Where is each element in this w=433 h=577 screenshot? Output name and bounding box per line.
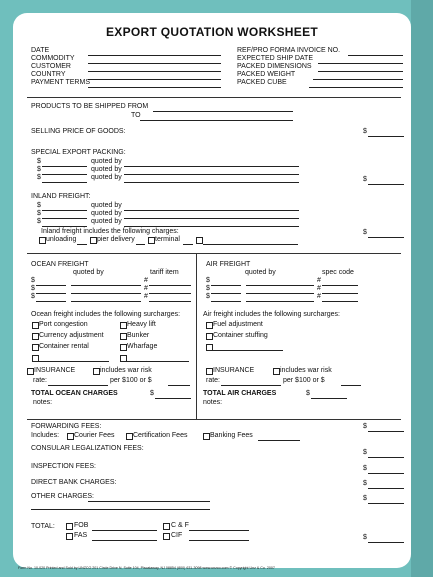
fob-field[interactable] [92,530,157,531]
divider [27,419,401,420]
products-from-field[interactable] [153,111,293,112]
other-air-field[interactable] [213,350,283,351]
ocean-notes-label: notes: [33,399,53,406]
other-charges-label: OTHER CHARGES: [31,493,95,500]
ocean-tariff-field[interactable] [149,285,191,286]
pier-delivery-label: pier delivery [97,236,135,243]
air-quoted-by-field[interactable] [246,293,314,294]
ship-date-field[interactable] [318,63,403,64]
dollar-sign: $ [206,293,210,300]
container-rental-label: Container rental [39,343,89,350]
fas-field[interactable] [92,540,157,541]
courier-fees-label: Courier Fees [74,432,115,439]
packed-cube-field[interactable] [309,87,403,88]
other-ocean-field-2[interactable] [127,361,189,362]
dollar-sign: $ [150,390,154,397]
terminal-line [183,244,193,245]
air-rate-label: rate: [206,377,221,384]
container-stuffing-checkbox[interactable] [206,333,213,340]
country-field[interactable] [88,79,221,80]
air-per-field[interactable] [341,385,361,386]
payment-terms-field[interactable] [88,87,221,88]
total-air-label: TOTAL AIR CHARGES [203,390,277,397]
ocean-tariff-header: tariff item [150,269,179,276]
ocean-war-risk-label: includes war risk [100,367,152,374]
cif-label: CIF [171,532,183,539]
port-congestion-checkbox[interactable] [32,322,39,329]
inland-amount-field[interactable] [42,218,87,219]
ocean-amount-field[interactable] [36,285,66,286]
air-quoted-by-header: quoted by [245,269,276,276]
packing-amount-field[interactable] [42,166,87,167]
other-charges-field-2[interactable] [31,509,210,510]
other-ocean-checkbox-2[interactable] [120,355,127,362]
worksheet-sheet [13,13,411,568]
bunker-checkbox[interactable] [120,333,127,340]
fuel-adjustment-label: Fuel adjustment [213,321,263,328]
air-war-risk-checkbox[interactable] [273,368,280,375]
country-label: COUNTRY [31,71,66,78]
other-ocean-field[interactable] [39,361,109,362]
other-inland-checkbox[interactable] [196,237,203,244]
packing-quoted-by-field[interactable] [124,182,299,183]
hash-sign: # [317,285,321,292]
fob-checkbox[interactable] [66,523,73,530]
inspection-fees-field[interactable] [368,473,404,474]
dollar-sign: $ [363,480,367,487]
unloading-checkbox[interactable] [39,237,46,244]
port-congestion-label: Port congestion [39,321,88,328]
hash-sign: # [144,285,148,292]
banking-fees-line [258,440,300,441]
unloading-line [77,244,87,245]
unloading-label: unloading [46,236,77,243]
direct-bank-charges-label: DIRECT BANK CHARGES: [31,479,117,486]
pier-delivery-checkbox[interactable] [90,237,97,244]
air-surcharges-label: Air freight includes the following surcharges: [203,311,340,318]
customer-field[interactable] [88,71,221,72]
packing-label: SPECIAL EXPORT PACKING: [31,149,126,156]
dollar-sign: $ [363,534,367,541]
air-quoted-by-field[interactable] [246,301,314,302]
packed-weight-label: PACKED WEIGHT [237,71,296,78]
hash-sign: # [144,293,148,300]
dollar-sign: $ [37,202,41,209]
dollar-sign: $ [31,277,35,284]
packed-dimensions-field[interactable] [318,71,403,72]
quoted-by-label: quoted by [91,202,122,209]
air-spec-field[interactable] [322,285,358,286]
products-from-label: PRODUCTS TO BE SHIPPED FROM [31,103,149,110]
ocean-rate-field[interactable] [48,385,108,386]
ocean-tariff-field[interactable] [149,301,191,302]
certification-fees-label: Certification Fees [133,432,188,439]
wharfage-checkbox[interactable] [120,344,127,351]
ocean-tariff-field[interactable] [149,293,191,294]
dollar-sign: $ [37,158,41,165]
total-ocean-label: TOTAL OCEAN CHARGES [31,390,118,397]
hash-sign: # [317,293,321,300]
products-to-field[interactable] [140,120,293,121]
air-insurance-label: INSURANCE [213,367,255,374]
packed-weight-field[interactable] [313,79,403,80]
air-freight-label: AIR FREIGHT [206,261,251,268]
ocean-quoted-by-field[interactable] [71,301,141,302]
certification-fees-checkbox[interactable] [126,433,133,440]
page-title: EXPORT QUOTATION WORKSHEET [105,25,319,39]
bank-charges-field[interactable] [368,488,404,489]
selling-price-label: SELLING PRICE OF GOODS: [31,128,126,135]
air-amount-field[interactable] [211,285,241,286]
bunker-label: Bunker [127,332,150,339]
forwarding-fees-label: FORWARDING FEES: [31,423,102,430]
wharfage-label: Wharfage [127,343,158,350]
quoted-by-label: quoted by [91,174,122,181]
ocean-insurance-checkbox[interactable] [27,368,34,375]
dollar-sign: $ [37,174,41,181]
includes-label: Includes: [31,432,60,439]
commodity-field[interactable] [88,63,221,64]
air-spec-field[interactable] [322,293,358,294]
air-spec-field[interactable] [322,301,358,302]
ship-date-label: EXPECTED SHIP DATE [237,55,313,62]
courier-fees-checkbox[interactable] [67,433,74,440]
cif-checkbox[interactable] [163,533,170,540]
dollar-sign: $ [363,176,367,183]
packed-dimensions-label: PACKED DIMENSIONS [237,63,312,70]
fas-checkbox[interactable] [66,533,73,540]
invoice-no-field[interactable] [348,55,403,56]
other-ocean-checkbox[interactable] [32,355,39,362]
container-stuffing-label: Container stuffing [213,332,268,339]
air-notes-label: notes: [203,399,223,406]
currency-adjustment-checkbox[interactable] [32,333,39,340]
date-field[interactable] [88,55,221,56]
other-inland-field[interactable] [203,244,298,245]
ocean-rate-label: rate: [33,377,48,384]
payment-terms-label: PAYMENT TERMS [31,79,90,86]
packing-amount-field[interactable] [42,182,87,183]
packed-cube-label: PACKED CUBE [237,79,287,86]
other-charges-total-field[interactable] [368,503,404,504]
inland-quoted-by-field[interactable] [124,226,299,227]
heavy-lift-checkbox[interactable] [120,322,127,329]
air-rate-field[interactable] [221,385,281,386]
dollar-sign: $ [37,166,41,173]
inspection-fees-label: INSPECTION FEES: [31,463,96,470]
divider [27,253,401,254]
ocean-per-field[interactable] [168,385,190,386]
terminal-checkbox[interactable] [148,237,155,244]
ocean-quoted-by-field[interactable] [71,293,141,294]
packing-total-field[interactable] [368,184,404,185]
divider [27,97,401,98]
quoted-by-label: quoted by [91,166,122,173]
terminal-label: terminal [155,236,180,243]
total-air-field[interactable] [311,398,347,399]
consular-legalization-label: CONSULAR LEGALIZATION FEES: [31,445,144,452]
packing-quoted-by-field[interactable] [124,174,299,175]
dollar-sign: $ [206,285,210,292]
air-per-label: per $100 or $ [283,377,325,384]
quoted-by-label: quoted by [91,218,122,225]
air-amount-field[interactable] [211,293,241,294]
commodity-label: COMMODITY [31,55,75,62]
consular-fees-field[interactable] [368,457,404,458]
fob-label: FOB [74,522,89,529]
heavy-lift-label: Heavy lift [127,321,156,328]
hash-sign: # [317,277,321,284]
dollar-sign: $ [363,423,367,430]
ocean-insurance-label: INSURANCE [34,367,76,374]
pier-delivery-line [136,244,145,245]
banking-fees-label: Banking Fees [210,432,253,439]
dollar-sign: $ [363,465,367,472]
inland-amount-field[interactable] [42,210,87,211]
packing-amount-field[interactable] [42,174,87,175]
ocean-surcharges-label: Ocean freight includes the following surcharges: [31,311,181,318]
total-ocean-field[interactable] [155,398,191,399]
air-quoted-by-field[interactable] [246,285,314,286]
forwarding-fees-field[interactable] [368,431,404,432]
inland-quoted-by-field[interactable] [124,210,299,211]
ocean-per-label: per $100 or $ [110,377,152,384]
inland-freight-label: INLAND FREIGHT: [31,193,91,200]
air-spec-code-header: spec code [322,269,354,276]
dollar-sign: $ [37,218,41,225]
hash-sign: # [144,277,148,284]
other-air-checkbox[interactable] [206,344,213,351]
cf-field[interactable] [189,530,249,531]
dollar-sign: $ [363,128,367,135]
grand-total-field[interactable] [368,542,404,543]
air-war-risk-label: includes war risk [280,367,332,374]
dollar-sign: $ [306,390,310,397]
inland-total-field[interactable] [368,237,404,238]
dollar-sign: $ [363,449,367,456]
quoted-by-label: quoted by [91,210,122,217]
column-divider [196,253,197,419]
products-to-label: TO [131,112,141,119]
dollar-sign: $ [363,495,367,502]
fuel-adjustment-checkbox[interactable] [206,322,213,329]
ocean-amount-field[interactable] [36,301,66,302]
fas-label: FAS [74,532,88,539]
ocean-quoted-by-field[interactable] [71,285,141,286]
ocean-amount-field[interactable] [36,293,66,294]
currency-adjustment-label: Currency adjustment [39,332,104,339]
packing-quoted-by-field[interactable] [124,166,299,167]
ocean-freight-label: OCEAN FREIGHT [31,261,89,268]
cf-checkbox[interactable] [163,523,170,530]
quoted-by-label: quoted by [91,158,122,165]
invoice-no-label: REF/PRO FORMA INVOICE NO. [237,47,341,54]
dollar-sign: $ [37,210,41,217]
air-insurance-checkbox[interactable] [206,368,213,375]
banking-fees-checkbox[interactable] [203,433,210,440]
dollar-sign: $ [31,293,35,300]
other-charges-field[interactable] [88,501,210,502]
cf-label: C & F [171,522,189,529]
ocean-war-risk-checkbox[interactable] [93,368,100,375]
air-amount-field[interactable] [211,301,241,302]
inland-quoted-by-field[interactable] [124,218,299,219]
container-rental-checkbox[interactable] [32,344,39,351]
dollar-sign: $ [31,285,35,292]
dollar-sign: $ [363,229,367,236]
right-frame-edge [411,0,433,577]
date-label: DATE [31,47,50,54]
selling-price-field[interactable] [368,136,404,137]
total-label: TOTAL: [31,523,55,530]
inland-includes-label: Inland freight includes the following charges: [41,228,179,235]
inland-amount-field[interactable] [42,226,87,227]
cif-field[interactable] [189,540,249,541]
customer-label: CUSTOMER [31,63,71,70]
dollar-sign: $ [206,277,210,284]
ocean-quoted-by-header: quoted by [73,269,104,276]
footer-text: Form No. 10-020 Printed and Sold by UNZCO 201 Circle Drive N, Suite 104, Piscataway, NJ 08854 (800) 631-3098 www.unzco.com © Copyright Unz & Co. 2007 [18,566,275,570]
